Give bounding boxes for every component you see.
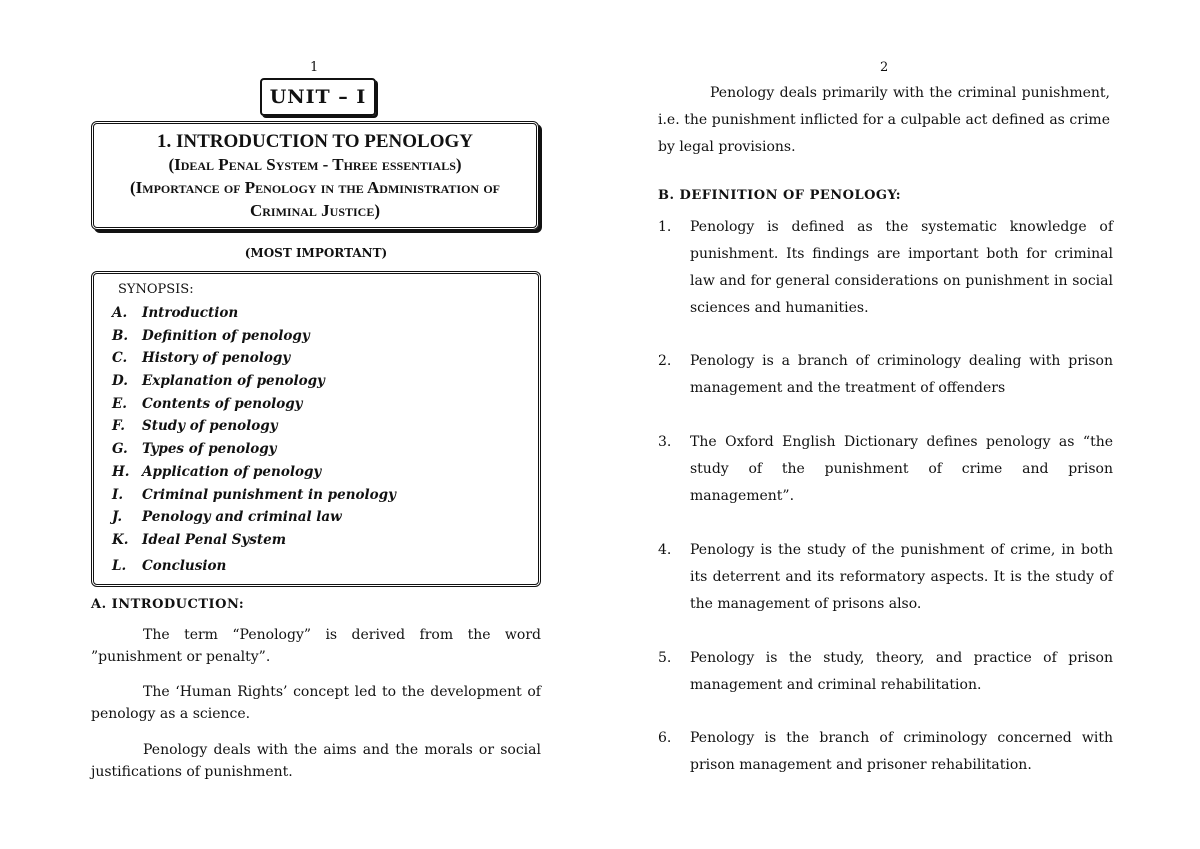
right-page [658, 0, 1113, 849]
definition-number: 2. [658, 353, 672, 369]
definition-item [658, 725, 1113, 779]
intro-paragraph: The term “Penology” is derived from the word ”punishment or penalty”. [91, 627, 541, 665]
synopsis-item: D. Explanation of penology [112, 373, 325, 390]
synopsis-box [91, 271, 541, 587]
definition-heading: B. DEFINITION OF PENOLOGY: [658, 188, 901, 203]
synopsis-item: J. Penology and criminal law [112, 509, 342, 526]
synopsis-item: B. Definition of penology [112, 327, 310, 344]
synopsis-item: G. Types of penology [112, 441, 277, 458]
definition-number: 1. [658, 219, 672, 235]
definition-text: Penology is a branch of criminology dealing with prison management and the treatment of offenders [690, 353, 1113, 396]
most-important-label: (MOST IMPORTANT) [244, 246, 388, 260]
definition-item [658, 537, 1113, 618]
definition-text: The Oxford English Dictionary defines penology as “the study of the punishment of crime and prison management”. [690, 434, 1113, 504]
chapter-title-box [91, 121, 539, 230]
unit-label: UNIT – I [260, 78, 376, 116]
introduction-heading: A. INTRODUCTION: [91, 597, 245, 612]
definition-number: 5. [658, 650, 672, 666]
page-number-right: 2 [880, 60, 889, 75]
chapter-subtitle-1: (Ideal Penal System - Three essentials) [168, 155, 462, 174]
definition-item [658, 429, 1113, 510]
chapter-title: 1. INTRODUCTION TO PENOLOGY [156, 131, 473, 152]
synopsis-item: K. Ideal Penal System [112, 531, 286, 548]
synopsis-item: F. Study of penology [112, 418, 278, 435]
synopsis-item: H. Application of penology [112, 463, 322, 480]
synopsis-item: L. Conclusion [112, 557, 227, 574]
chapter-subtitle-3: Criminal Justice) [249, 201, 381, 220]
left-page [88, 0, 544, 849]
definition-text: Penology is defined as the systematic knowledge of punishment. Its findings are important both for criminal law and for general considerations on punishment in social sciences and humanities. [690, 219, 1113, 316]
definition-number: 3. [658, 434, 672, 450]
intro-paragraph: The ‘Human Rights’ concept led to the development of penology as a science. [91, 684, 541, 722]
intro-paragraph: Penology deals with the aims and the morals or social justifications of punishment. [91, 742, 541, 780]
definition-number: 6. [658, 730, 672, 746]
definition-item [658, 214, 1113, 322]
definition-item [658, 645, 1113, 699]
definition-number: 4. [658, 542, 672, 558]
synopsis-item: I. Criminal punishment in penology [112, 486, 396, 503]
synopsis-list [112, 305, 396, 580]
synopsis-item: A. Introduction [112, 305, 239, 321]
chapter-subtitle-2: (Importance of Penology in the Administration of [130, 178, 500, 197]
synopsis-item: E. Contents of penology [112, 395, 303, 412]
opening-paragraph: Penology deals primarily with the criminal punishment, i.e. the punishment inflicted for a culpable act defined as crime by legal provisions. [658, 85, 1110, 155]
definition-text: Penology is the branch of criminology concerned with prison management and prisoner rehabilitation. [690, 730, 1113, 773]
definition-text: Penology is the study of the punishment of crime, in both its deterrent and its reformatory aspects. It is the study of the management of prisons also. [690, 542, 1113, 612]
definition-item [658, 348, 1113, 402]
definition-text: Penology is the study, theory, and practice of prison management and criminal rehabilitation. [690, 650, 1113, 693]
synopsis-heading: SYNOPSIS: [118, 282, 194, 297]
page-number-left: 1 [310, 60, 319, 75]
synopsis-item: C. History of penology [112, 350, 291, 367]
